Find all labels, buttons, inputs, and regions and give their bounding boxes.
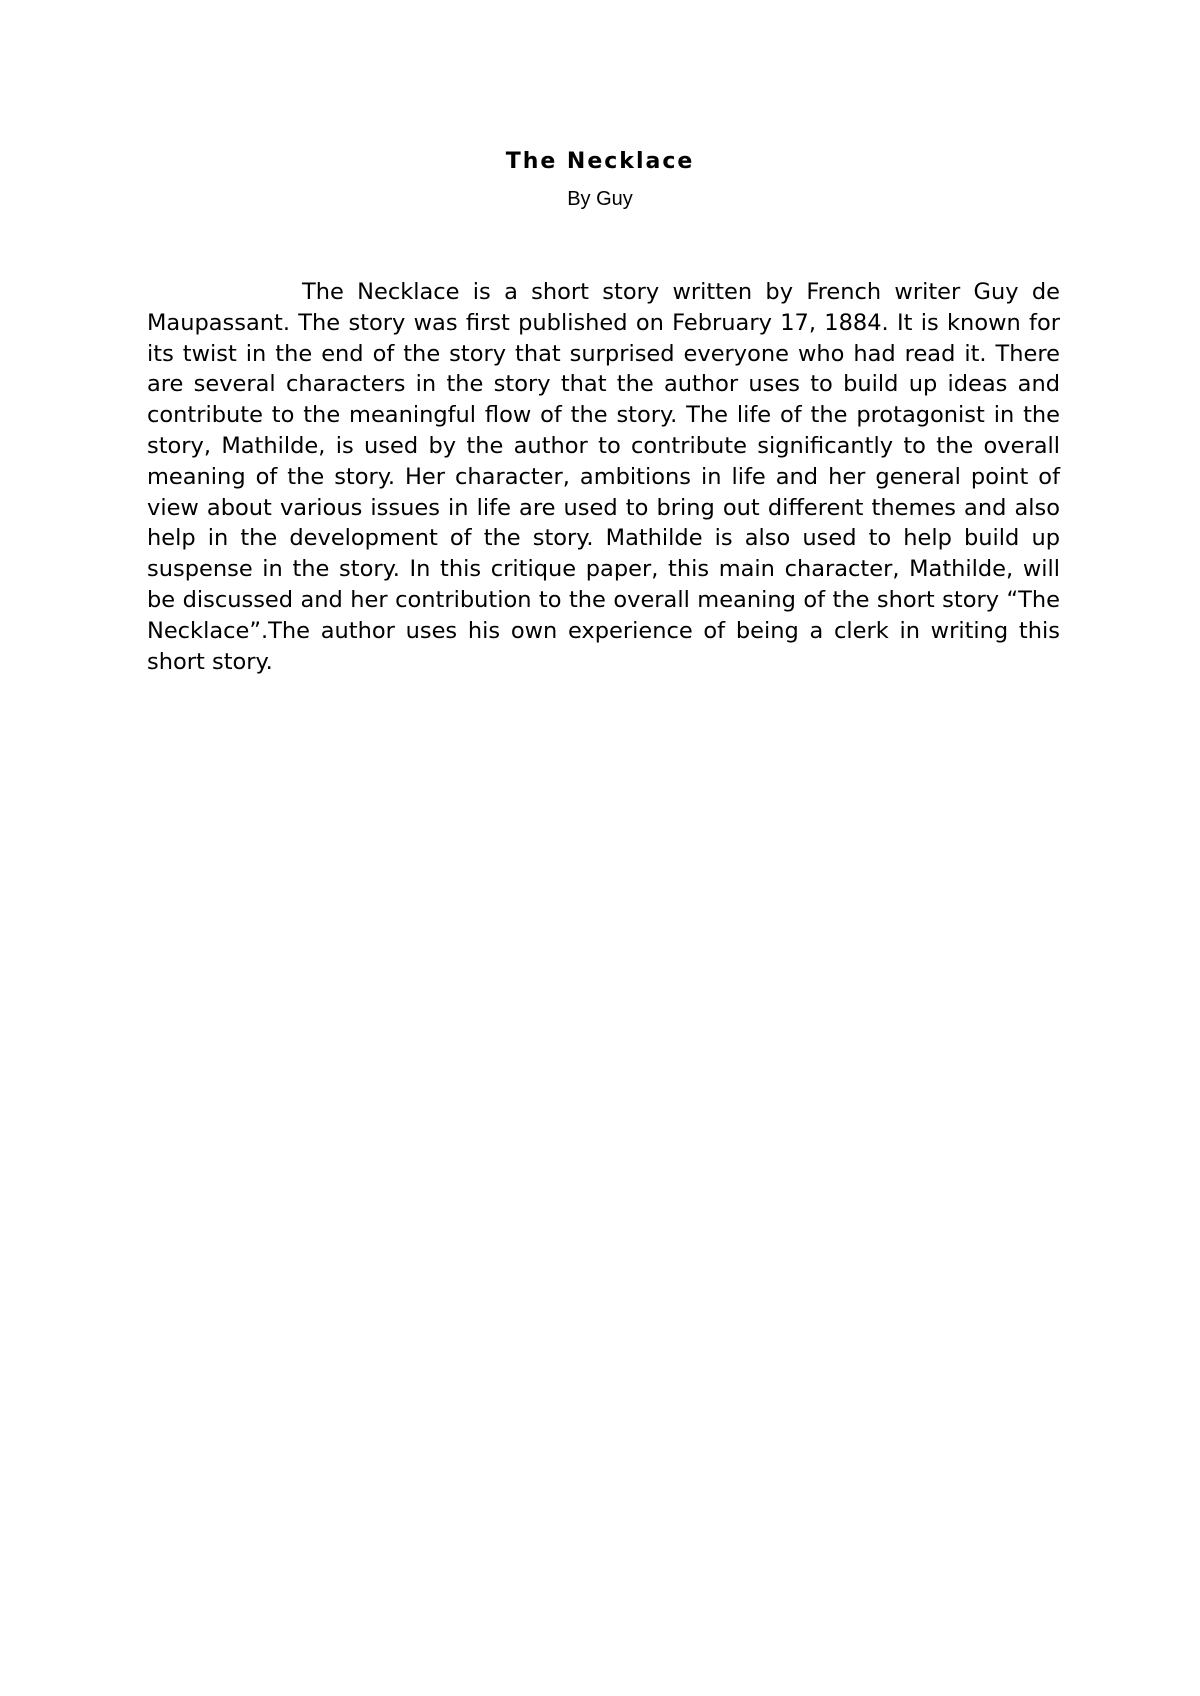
body-paragraph: The Necklace is a short story written by French writer Guy de Maupassant. The story was first published on February 17, 1884. It is known for its twist in the end of the story that surprised everyone who had read it. There are several characters in the story that the author uses to build up ideas and contribute to the meaningful flow of the story. The life of the protagonist in the story, Mathilde, is used by the author to contribute significantly to the overall meaning of the story. Her character, ambitions in life and her general point of view about various issues in life are used to bring out different themes and also help in the development of the story. Mathilde is also used to help build up suspense in the story. In this critique paper, this main character, Mathilde, will be discussed and her contribution to the overall meaning of the short story “The Necklace”.The author uses his own experience of being a clerk in writing this short story. — [147, 279, 1060, 675]
document-title: The Necklace — [505, 149, 695, 174]
document-byline: By Guy — [567, 188, 633, 210]
